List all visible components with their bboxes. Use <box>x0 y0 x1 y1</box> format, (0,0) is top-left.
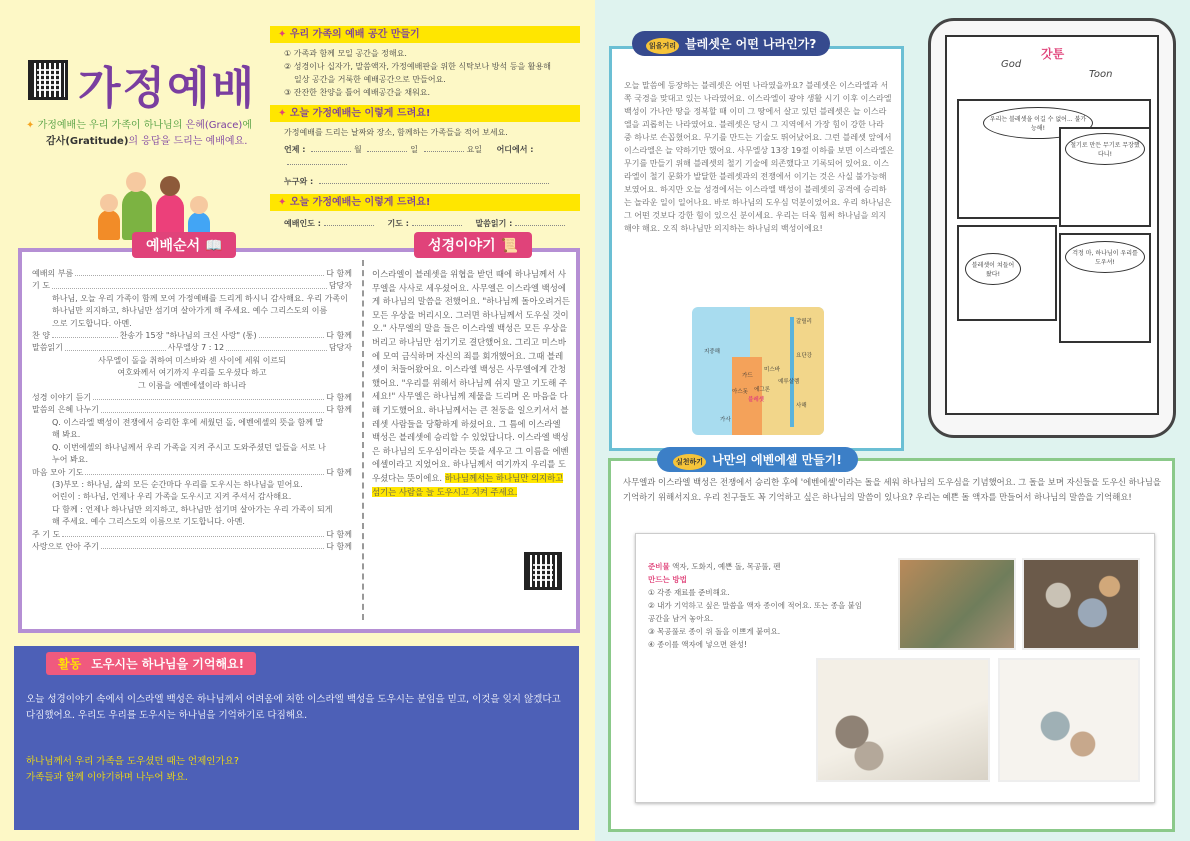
leader-label: 예배인도 : <box>284 219 321 228</box>
speech-bubble: 철기로 만든 무기로 무장했다니! <box>1065 133 1145 165</box>
practice-badge: 실천하기 <box>673 454 706 470</box>
order-row <box>32 529 352 541</box>
section-heading-text: 오늘 가정예배는 이렇게 드려요! <box>289 197 431 208</box>
date-label: 언제 : <box>284 145 306 154</box>
qr-code-icon <box>524 552 562 590</box>
activity-question: 하나님께서 우리 가족을 도우셨던 때는 언제인가요? <box>26 756 239 767</box>
roles-row <box>270 213 585 234</box>
make-text: 사무엘과 이스라엘 백성은 전쟁에서 승리한 후에 '에벤에셀'이라는 돌을 세워 하나님의 도우심을 기념했어요. 그 돌을 보며 자신들을 도우신 하나님을 기억하기 위해서지요. 우리 친구들도 꼭 기억하고 싶은 하나님의 말씀이 있나요? 우리는 예쁜 돌 액자를 만들어서 하나님의 말씀을 기억해요! <box>623 477 1161 502</box>
worship-space-section <box>270 26 585 234</box>
philistine-title: 블레셋은 어떤 나라인가? <box>685 37 817 51</box>
order-who: 다 함께 <box>326 393 352 403</box>
leader-dots <box>65 342 166 350</box>
sparkle-icon: ✦ <box>278 108 287 119</box>
intro-text-part: 의 응답을 드리는 예배예요. <box>128 136 248 147</box>
order-tag-label: 예배순서 <box>146 238 201 254</box>
order-row <box>32 330 352 342</box>
month-field[interactable] <box>311 151 351 152</box>
order-label: 기 도 <box>32 281 50 291</box>
philistine-card <box>609 37 904 451</box>
activity-tag-title: 도우시는 하나님을 기억해요! <box>91 657 245 671</box>
instructions-card <box>635 533 1155 803</box>
comic-panel-3 <box>1059 127 1151 227</box>
materials-photo <box>898 558 1016 650</box>
list-item: ③ 잔잔한 찬양을 틀어 예배공간을 채워요. <box>284 88 431 97</box>
order-text: Q. 이스라엘 백성이 전쟁에서 승리한 후에 세웠던 돌, 에벤에셀의 뜻을 함께 말 <box>52 417 324 427</box>
mother-head <box>160 176 180 196</box>
activity-questions <box>26 754 566 786</box>
section-heading-text: 우리 가족의 예배 공간 만들기 <box>289 29 420 40</box>
activity-tag-kind: 활동 <box>58 657 82 671</box>
order-who: 다 함께 <box>326 541 352 551</box>
page-title: 가정예배 <box>78 63 257 114</box>
frame-photo-2 <box>998 658 1140 782</box>
section-heading-text: 오늘 가정예배는 이렇게 드려요! <box>289 108 431 119</box>
order-who: 다 함께 <box>326 269 352 278</box>
order-text: 하나님만 의지하고, 하나님만 섬기며 살아가게 해 주세요. 예수 그리스도의 이름 <box>52 306 328 316</box>
section-heading <box>270 105 580 122</box>
order-text: 누어 봐요. <box>52 455 88 465</box>
map-label: 블레셋 <box>748 397 764 403</box>
toon-god-label: God <box>1001 59 1022 70</box>
order-label: 말씀의 은혜 나누기 <box>32 405 99 415</box>
order-row <box>32 280 352 292</box>
weekday-label: 요일 <box>466 145 483 154</box>
frame-photo-1 <box>816 658 990 782</box>
family-illustration <box>90 170 230 240</box>
order-row <box>32 404 352 416</box>
qr-code-icon <box>28 60 68 100</box>
order-row <box>32 268 352 280</box>
list-item: ① 가족과 함께 모일 공간을 정해요. <box>284 49 407 58</box>
order-who: 담당자 <box>328 343 352 353</box>
speech-bubble: 블레셋이 쳐들어 왔다! <box>965 253 1021 285</box>
activity-text: 오늘 성경이야기 속에서 이스라엘 백성은 하나님께서 어려움에 처한 이스라엘 백성을 도우시는 분임을 믿고, 이것을 잊지 않겠다고 다짐했어요. 우리도 우리를 도우시는 하나님을 기억하기로 다짐해요. <box>26 694 561 721</box>
form-description: 가정예배를 드리는 날짜와 장소, 함께하는 가족들을 적어 보세요. <box>284 128 508 137</box>
speech-bubble: 걱정 마, 하나님이 우리를 도우셔! <box>1065 241 1145 273</box>
map-label: 요단강 <box>796 353 812 359</box>
leader-dots <box>101 541 324 549</box>
order-row <box>32 392 352 404</box>
order-who: 다 함께 <box>326 331 353 341</box>
worship-info-form <box>270 122 585 192</box>
materials-text: 액자, 도화지, 예쁜 돌, 목공풀, 펜 <box>672 562 781 571</box>
leader-dots <box>52 330 118 338</box>
philistine-title-tag <box>632 31 830 56</box>
order-text: 여호와께서 여기까지 우리를 도우셨다 하고 <box>117 368 267 378</box>
section-heading <box>270 26 580 43</box>
sparkle-icon: ✦ <box>278 197 287 208</box>
bible-story-text <box>372 268 570 499</box>
comic-panel-4 <box>1059 233 1151 343</box>
map-label: 예루살렘 <box>778 379 800 385</box>
who-row <box>284 175 571 188</box>
prayer-label: 기도 : <box>387 219 409 228</box>
boy-head <box>190 196 208 214</box>
order-label: 말씀읽기 <box>32 343 63 353</box>
order-who: 담당자 <box>328 281 352 291</box>
howto-label: 만드는 방법 <box>648 575 687 584</box>
toon-title: 갓툰 <box>1041 47 1065 61</box>
worship-order-list <box>32 268 352 553</box>
materials-section <box>648 560 862 651</box>
leader-dots <box>259 330 325 338</box>
activity-tag <box>46 652 256 675</box>
order-text: (3)부모 : 하나님, 삶의 모든 순간마다 우리를 도우시는 하나님을 믿어요. <box>52 479 303 489</box>
speech-bubble: 우리는 블레셋을 이길 수 없어... 불가능해! <box>983 107 1093 139</box>
order-text: 어린이 : 하나님, 언제나 우리 가족을 도우시고 지켜 주셔서 감사해요. <box>52 492 292 502</box>
who-field[interactable] <box>319 183 549 184</box>
map-label: 가드 <box>742 373 753 379</box>
day-field[interactable] <box>367 151 407 152</box>
who-label: 누구와 : <box>284 177 314 186</box>
step-item: ③ 목공풀로 종이 위 돌을 이쁘게 붙여요. <box>648 627 781 636</box>
map-label: 미스바 <box>764 367 780 373</box>
day-label: 일 <box>410 145 419 154</box>
make-title-tag <box>657 447 858 472</box>
map-label: 갈릴리 <box>796 319 812 325</box>
order-detail: 찬송가 15장 "하나님의 크신 사랑" (통) <box>119 331 257 341</box>
map-label: 지중해 <box>704 349 720 355</box>
order-label: 주 기 도 <box>32 529 61 539</box>
order-who: 다 함께 <box>326 467 352 477</box>
sparkle-icon: ✦ <box>278 29 287 40</box>
order-text: 사무엘이 돌을 취하여 미스바와 센 사이에 세워 이르되 <box>98 355 286 365</box>
list-item: ② 성경이나 십자가, 말씀액자, 가정예배판을 위한 식탁보나 방석 등을 활용해 <box>284 62 551 71</box>
order-label: 찬 양 <box>32 331 50 341</box>
order-who: 다 함께 <box>326 529 352 539</box>
comic-panel-2 <box>957 225 1057 321</box>
where-label: 어디에서 : <box>496 145 534 154</box>
activity-question: 가족들과 함께 이야기하며 나누어 봐요. <box>26 772 188 783</box>
intro-text <box>26 118 266 150</box>
activity-panel <box>14 646 579 830</box>
month-label: 월 <box>354 145 362 154</box>
order-label: 마음 모아 기도 <box>32 467 84 477</box>
order-detail: 사무엘상 7 : 12 <box>167 343 225 353</box>
worship-order-frame <box>18 238 580 633</box>
step-item: ④ 종이를 액자에 넣으면 완성! <box>648 640 747 649</box>
leader-dots <box>62 529 324 537</box>
intro-gratitude: 감사(Gratitude) <box>46 136 129 147</box>
story-highlight: 하나님께서는 하나님만 의지하고 섬기는 사람을 늘 도우시고 지켜 주세요. <box>372 472 564 497</box>
where-field[interactable] <box>287 164 347 165</box>
setup-list <box>270 43 585 103</box>
child-head <box>100 194 118 212</box>
step-item: ① 각종 재료를 준비해요. <box>648 588 730 597</box>
divider <box>362 260 364 620</box>
map-jordan-river <box>790 317 794 427</box>
order-label: 예배의 부름 <box>32 269 74 278</box>
read-badge: 읽을거리 <box>646 38 679 54</box>
make-title: 나만의 에벤에셀 만들기! <box>712 453 842 467</box>
scroll-icon: 📜 <box>500 238 518 254</box>
step-item: 공간을 남겨 놓아요. <box>648 614 714 623</box>
weekday-field[interactable] <box>424 151 464 152</box>
phone-comic <box>928 18 1176 438</box>
sparkle-icon: ✦ <box>26 120 35 131</box>
section-heading <box>270 194 580 211</box>
order-label: 성경 이야기 듣기 <box>32 393 92 403</box>
story-paragraph: 이스라엘이 블레셋을 위협을 받던 때에 하나님께서 사무엘을 사사로 세우셨어요. 사무엘은 이스라엘 백성에게 하나님의 말씀을 전했어요. "하나님께 돌아오려거든 모든 우상을 버리시오. 그러면 하나님께서 도우실 것이오." 사무엘의 말을 들은 이스라엘 백성은 모든 우상을 버리고 하나님만 섬기기로 결단했어요. 그리고 미스바에 모여 금식하며 자신의 죄를 회개했어요. 그때 블레셋이 처들어왔어요. 이스라엘 백성은 사무엘에게 간청했어요. "우리를 위해서 하나님께 쉬지 말고 기도해 주세요!" 사무엘은 하나님께 제물을 드리며 온 마음을 다해 기도했어요. 하나님께서는 큰 천둥을 일으키셔서 블레셋 사람들을 당황하게 하셨어요. 그 틈에 이스라엘 백성은 블레셋에 승리할 수 있었답니다. 이스라엘 백성은 하나님의 도우심이라는 뜻을 세우고 그 이름을 에벤에셀이라고 지었어요. 하나님께서 여기까지 우리를 도우셨다는 뜻이에요. <box>372 269 570 483</box>
map-label: 아스돗 <box>732 389 748 395</box>
leader-dots <box>85 467 324 475</box>
israel-map <box>692 307 824 435</box>
order-tag <box>132 232 236 258</box>
order-text: 하나님, 오늘 우리 가족이 함께 모여 가정예배를 드리게 하시니 감사해요. 우리 가족이 <box>52 293 348 303</box>
order-text: 해 주세요. 예수 그리스도의 이름으로 기도합니다. 아멘. <box>52 517 245 527</box>
leader-dots <box>75 268 324 276</box>
order-row <box>32 541 352 553</box>
date-row <box>284 143 571 169</box>
intro-text-part: 가정예배는 우리 가족이 하나님의 <box>37 120 186 131</box>
make-card <box>608 453 1175 832</box>
book-icon: 📖 <box>204 238 223 254</box>
father-head <box>126 172 146 192</box>
materials-label: 준비물 <box>648 562 670 571</box>
map-label: 가사 <box>720 417 731 423</box>
philistine-text: 오늘 말씀에 등장하는 블레셋은 어떤 나라였을까요? 블레셋은 이스라엘과 서쪽 국경을 맞대고 있는 나라였어요. 이스라엘이 광야 생활 시기 이후 이스라엘 백성이 가나안 땅을 정복할 때 이미 그 땅에서 살고 있던 블레셋은 늘 이스라엘을 괴롭히는 나라였어요. 블레셋은 당시 그 지역에서 가장 힘이 강한 나라 중 하나로 손꼽혔어요. 무기를 만드는 기술도 뛰어났어요. 그런 블레셋 앞에서 이스라엘은 늘 약하기만 했어요. 사무엘상 13장 19절 이하를 보면 이스라엘은 무기를 만들기 위해 블레셋의 철기 기술에 의존했다고 기록되어 있어요. 이스라엘이 철기 문화가 발달한 블레셋과의 전쟁에서 이기는 것은 사실 불가능해 보였어요. 하지만 오늘 성경에서는 이스라엘 백성이 블레셋의 공격에 승리하는 놀라운 일이 일어나요. 바로 하나님의 도우심 덕분이었어요. 우리 하나님은 그 어떤 것보다 강한 힘이 있으신 분이세요. 우리는 더욱 힘써 하나님을 의지해야 해요. 오직 하나님만 의지하는 하나님의 백성이에요! <box>624 81 894 233</box>
order-who: 다 함께 <box>326 405 352 415</box>
reader-field[interactable] <box>515 225 565 226</box>
leader-dots <box>93 392 324 400</box>
list-item: 일상 공간을 거룩한 예배공간으로 만들어요. <box>294 75 446 84</box>
order-text: Q. 이번에셀의 하나님께서 우리 가족을 지켜 주시고 도와주셨던 일들을 서로 나 <box>52 442 326 452</box>
order-row <box>32 342 352 354</box>
phone-screen <box>945 35 1159 415</box>
order-text: 으로 기도합니다. 아멘. <box>52 318 132 328</box>
step-item: ② 내가 기억하고 싶은 말씀을 액자 종이에 적어요. 또는 종을 붙임 <box>648 601 863 610</box>
leader-field[interactable] <box>324 225 374 226</box>
map-label: 사해 <box>796 403 807 409</box>
order-row <box>32 467 352 479</box>
story-tag-label: 성경이야기 <box>428 238 496 254</box>
leader-dots <box>101 404 324 412</box>
order-text: 다 함께 : 언제나 하나님만 의지하고, 하나님만 섬기며 살아가는 우리 가족이 되게 <box>52 504 333 514</box>
intro-grace: 은혜(Grace) <box>185 120 243 131</box>
toon-toon-label: Toon <box>1089 69 1113 80</box>
intro-text-part: 에 <box>242 120 252 131</box>
leader-dots <box>52 280 327 288</box>
child-figure <box>98 210 120 240</box>
stones-photo <box>1022 558 1140 650</box>
map-label: 에그론 <box>754 387 770 393</box>
prayer-field[interactable] <box>412 225 462 226</box>
order-label: 사랑으로 안아 주기 <box>32 541 99 551</box>
reader-label: 말씀읽기 : <box>475 219 513 228</box>
story-tag <box>414 232 532 258</box>
leader-dots <box>226 342 327 350</box>
order-text: 그 이름을 에벤에셀이라 하니라 <box>137 380 247 390</box>
order-text: 해 봐요. <box>52 430 81 440</box>
